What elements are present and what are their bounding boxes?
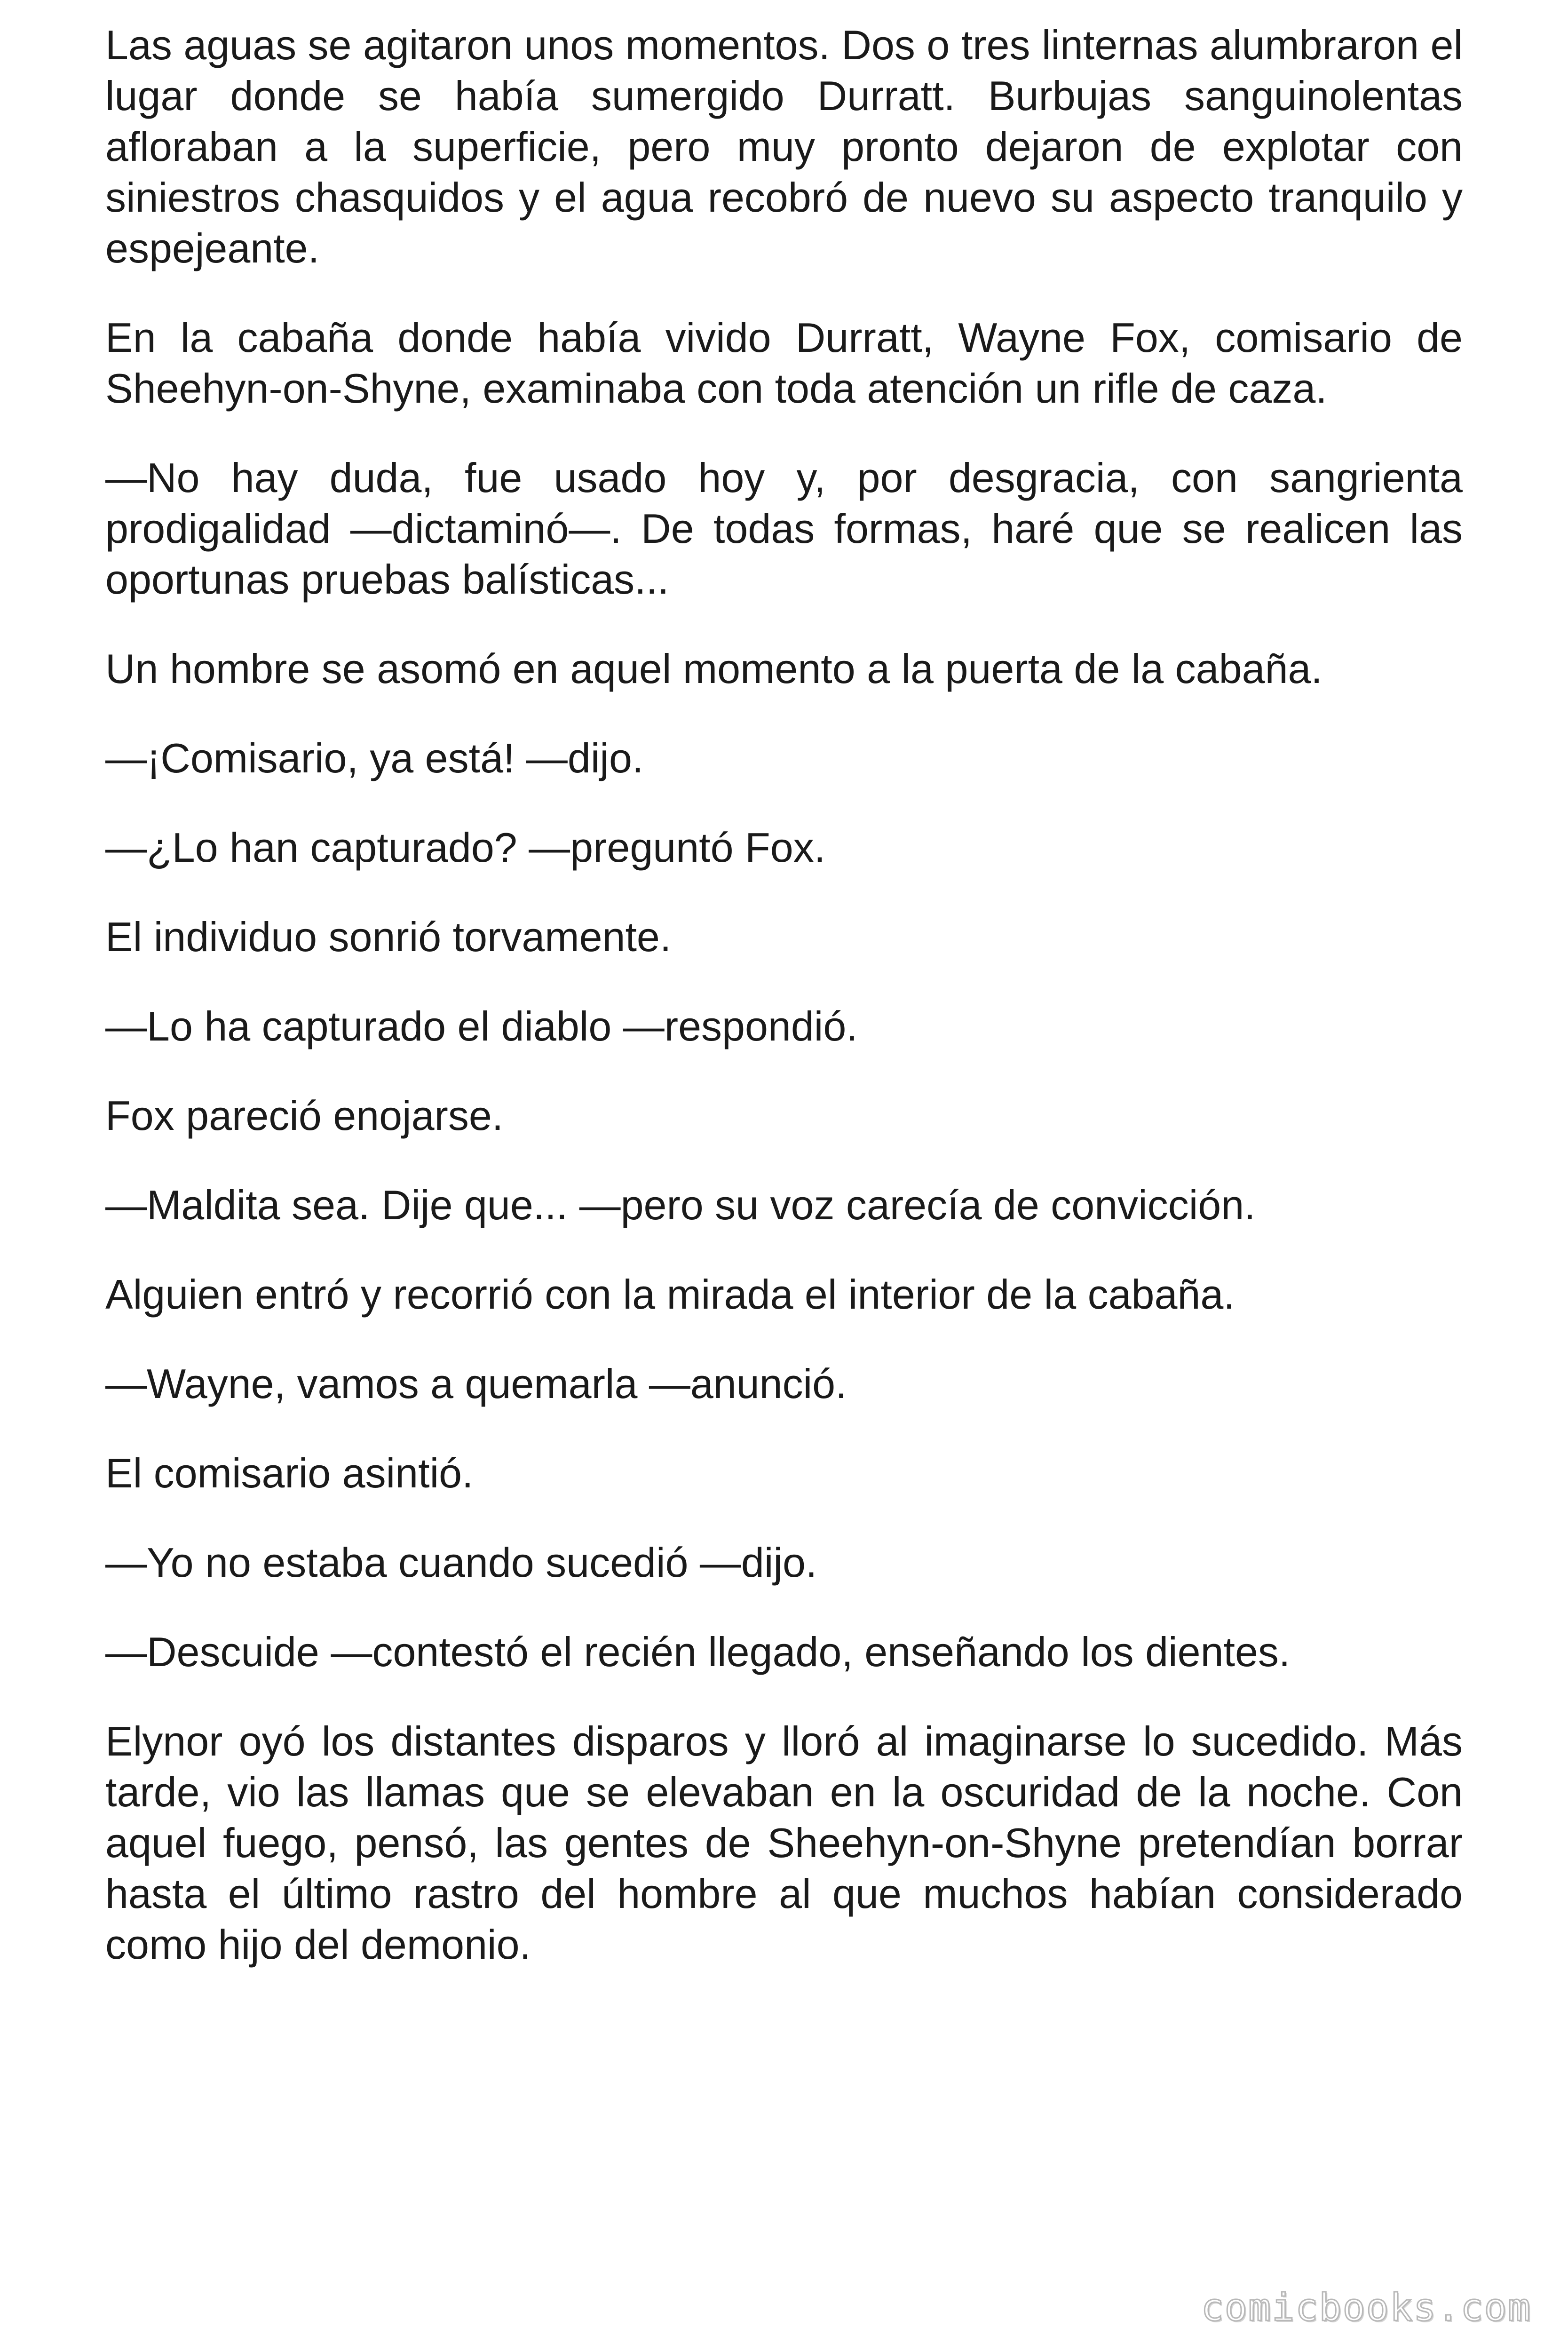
paragraph: —Wayne, vamos a quemarla —anunció.	[105, 1360, 847, 1407]
paragraph: —Maldita sea. Dije que... —pero su voz carecía de convicción.	[105, 1182, 1256, 1228]
paragraph: Las aguas se agitaron unos momentos. Dos o tres linternas alumbraron el lugar donde se había sumergido Durratt. Burbujas sanguinolentas afloraban a la superficie, pero muy pronto dejaron de explotar con siniestros chasquidos y el agua recobró de nuevo su aspecto tranquilo y espejeante.	[105, 22, 1463, 271]
watermark: comicbooks.com	[1201, 2286, 1531, 2329]
paragraph: Un hombre se asomó en aquel momento a la puerta de la cabaña.	[105, 645, 1323, 692]
paragraph: En la cabaña donde había vivido Durratt, Wayne Fox, comisario de Sheehyn-on-Shyne, examinaba con toda atención un rifle de caza.	[105, 314, 1463, 412]
paragraph: —¡Comisario, ya está! —dijo.	[105, 735, 644, 781]
paragraph: —No hay duda, fue usado hoy y, por desgracia, con sangrienta prodigalidad —dictaminó—. De todas formas, haré que se realicen las oportunas pruebas balísticas...	[105, 454, 1463, 603]
paragraph: El comisario asintió.	[105, 1450, 474, 1496]
paragraph: Alguien entró y recorrió con la mirada el interior de la cabaña.	[105, 1271, 1235, 1318]
paragraph: —Lo ha capturado el diablo —respondió.	[105, 1003, 858, 1049]
body-text	[105, 20, 1463, 2009]
paragraph: —Descuide —contestó el recién llegado, enseñando los dientes.	[105, 1629, 1291, 1675]
paragraph: —¿Lo han capturado? —preguntó Fox.	[105, 824, 826, 871]
paragraph: Fox pareció enojarse.	[105, 1092, 504, 1139]
paragraph: El individuo sonrió torvamente.	[105, 914, 672, 960]
paragraph: —Yo no estaba cuando sucedió —dijo.	[105, 1539, 817, 1586]
paragraph: Elynor oyó los distantes disparos y lloró al imaginarse lo sucedido. Más tarde, vio las llamas que se elevaban en la oscuridad de la noche. Con aquel fuego, pensó, las gentes de Sheehyn-on-Shyne pretendían borrar hasta el último rastro del hombre al que muchos habían considerado como hijo del demonio.	[105, 1718, 1463, 1968]
